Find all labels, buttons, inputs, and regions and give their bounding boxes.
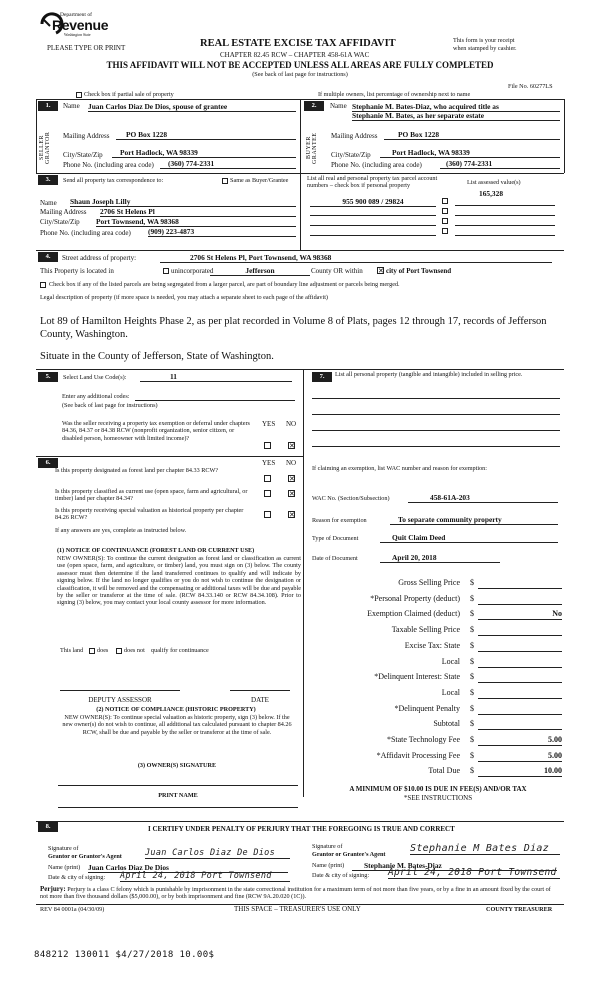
historic-yes-checkbox[interactable] xyxy=(264,511,271,518)
multiple-owners-note: If multiple owners, list percentage of ownership next to name xyxy=(318,91,471,98)
fee-label: *Personal Property (deduct) xyxy=(370,594,460,603)
street-address-label: Street address of property: xyxy=(62,254,137,262)
document-date: April 20, 2018 xyxy=(380,553,500,563)
sec6-yes-header: YES xyxy=(262,459,276,467)
taxpayer-mailing: 2706 St Helens Pl xyxy=(100,207,296,217)
taxpayer-name: Shaun Joseph Lilly xyxy=(70,197,296,207)
receipt-note-2: when stamped by cashier. xyxy=(453,45,517,52)
grantee-date-city[interactable]: April 24, 2018 Port Townsend xyxy=(388,867,560,879)
grantee-sig-label: Signature of xyxy=(312,843,343,850)
buyer-city-label: City/State/Zip xyxy=(331,151,371,159)
fee-row xyxy=(312,578,564,590)
notice-continuance-body: NEW OWNER(S): To continue the current designation as forest land or classification as current use (open space, farm, and agriculture, or timber) land, you must sign on (3) below. The county assessor must then determine if the land transferred continues to qualify and will indicate by signing below. If the land no longer qualifies or you do not wish to continue the designation or classification, it will be removed and the compensating or additional taxes will be due and payable by the seller or transferor at the time of sale. (RCW 84.33.140 or RCW 84.34.108). Prior to signing (3) below, you may contact your local county assessor for more information. xyxy=(57,555,301,607)
fee-row xyxy=(312,609,564,621)
this-land-label: This land xyxy=(60,647,84,654)
unincorporated-label: unincorporated xyxy=(171,267,214,275)
reason-label: Reason for exemption xyxy=(312,517,367,524)
grantor-agent-label: Grantor or Grantor's Agent xyxy=(48,853,122,860)
fee-label: *Delinquent Penalty xyxy=(394,704,460,713)
fee-currency: $ xyxy=(470,688,474,697)
fee-row xyxy=(312,625,564,637)
additional-codes-label: Enter any additional codes: xyxy=(62,393,130,400)
grantor-date-city[interactable]: April 24, 2018 Port Townsend xyxy=(120,871,290,882)
form-chapters: CHAPTER 82.45 RCW – CHAPTER 458-61A WAC xyxy=(220,51,370,59)
owner-signature-label: (3) OWNER(S) SIGNATURE xyxy=(137,762,217,769)
fee-currency: $ xyxy=(470,594,474,603)
land-does-label: does xyxy=(97,647,109,654)
legal-description: Lot 89 of Hamilton Heights Phase 2, as per plat recorded in Volume 8 of Plats, pages 12 through 17, records of Jefferson County, Washington. xyxy=(40,316,547,340)
fee-label: Local xyxy=(441,657,460,666)
seller-name: Juan Carlos Diaz De Dios, spouse of grantee xyxy=(88,102,296,112)
grantor-printed-name: Juan Carlos Diaz De Dios xyxy=(88,863,288,873)
fee-currency: $ xyxy=(470,578,474,587)
fee-value: 5.00 xyxy=(478,735,562,746)
county-or-within: County OR within xyxy=(311,267,363,275)
notice-compliance-title: (2) NOTICE OF COMPLIANCE (HISTORIC PROPERTY) xyxy=(96,706,256,713)
receipt-note-1: This form is your receipt xyxy=(453,37,515,44)
exemption-yes-checkbox[interactable] xyxy=(264,442,271,449)
county-treasurer-label: COUNTY TREASURER xyxy=(486,906,553,913)
sec5-yes-header: YES xyxy=(262,420,276,428)
fee-row xyxy=(312,704,564,716)
current-use-yes-checkbox[interactable] xyxy=(264,490,271,497)
exemption-question: Was the seller receiving a property tax exemption or deferral under chapters 84.36, 84.37 or 84.38 RCW (nonprofit organization, senior citizen, or disabled person, homeowner with limited income)? xyxy=(62,420,250,442)
exemption-no-checkbox[interactable]: ✕ xyxy=(289,442,295,450)
exemption-claim-label: If claiming an exemption, list WAC number and reason for exemption: xyxy=(312,465,487,472)
seller-phone-label: Phone No. (including area code) xyxy=(63,161,154,169)
fee-currency: $ xyxy=(470,657,474,666)
fee-value xyxy=(478,578,562,589)
grantee-agent-label: Grantor or Grantee's Agent xyxy=(312,851,386,858)
unincorporated-checkbox[interactable] xyxy=(163,268,169,274)
fee-value xyxy=(478,672,562,683)
taxpayer-phone-label: Phone No. (including area code) xyxy=(40,229,131,237)
legal-situate: Situate in the County of Jefferson, State of Washington. xyxy=(40,351,274,362)
fee-currency: $ xyxy=(470,672,474,681)
same-as-buyer-label: Same as Buyer/Grantee xyxy=(230,177,289,184)
city-of-label: city of Port Townsend xyxy=(386,267,452,275)
fee-row xyxy=(312,594,564,606)
taxpayer-name-label: Name xyxy=(40,199,57,207)
section-7-number: 7. xyxy=(312,372,332,382)
certify-statement: I CERTIFY UNDER PENALTY OF PERJURY THAT THE FOREGOING IS TRUE AND CORRECT xyxy=(148,825,455,833)
fee-value xyxy=(478,688,562,699)
dept-state: Washington State xyxy=(64,33,91,37)
segregated-checkbox[interactable] xyxy=(40,282,46,288)
partial-sale-checkbox[interactable] xyxy=(76,92,82,98)
current-use-question: Is this property classified as current use (open space, farm and agricultural, or timber) land per chapter 84.34? xyxy=(55,488,248,503)
partial-sale-label: Check box if partial sale of property xyxy=(84,91,174,98)
fee-label: Subtotal xyxy=(433,719,460,728)
grantor-date-label: Date & city of signing: xyxy=(48,874,106,881)
assessor-date-label: DATE xyxy=(251,696,269,704)
taxpayer-city: Port Townsend, WA 98368 xyxy=(96,217,296,227)
located-in-label: This Property is located in xyxy=(40,267,114,275)
section-6-number: 6. xyxy=(38,458,58,468)
parcel-2-personal-checkbox[interactable] xyxy=(442,208,448,214)
seller-mailing-label: Mailing Address xyxy=(63,132,110,140)
buyer-name-1: Stephanie M. Bates-Diaz, who acquired title as xyxy=(352,102,560,112)
fee-label: Total Due xyxy=(428,766,460,775)
grantor-sig-label: Signature of xyxy=(48,845,79,852)
section-4-number: 4. xyxy=(38,252,58,262)
fee-label: Gross Selling Price xyxy=(398,578,460,587)
parcel-4-personal-checkbox[interactable] xyxy=(442,228,448,234)
fee-row xyxy=(312,766,564,778)
taxpayer-city-label: City/State/Zip xyxy=(40,218,80,226)
fee-label: *State Technology Fee xyxy=(386,735,460,744)
fee-row xyxy=(312,719,564,731)
doc-date-label: Date of Document xyxy=(312,555,358,562)
fee-value xyxy=(478,594,562,605)
file-number: File No. 60277LS xyxy=(508,83,553,90)
send-correspondence-label: Send all property tax correspondence to: xyxy=(63,177,164,184)
buyer-phone-label: Phone No. (including area code) xyxy=(331,161,422,169)
buyer-name-2: Stephanie M. Bates, as her separate estate xyxy=(352,111,560,121)
section-3-number: 3. xyxy=(38,175,58,185)
grantee-printed-name: Stephanie M. Bates-Diaz xyxy=(352,861,557,871)
forest-yes-checkbox[interactable] xyxy=(264,475,271,482)
deputy-assessor-label: DEPUTY ASSESSOR xyxy=(88,696,152,704)
legal-description-label: Legal description of property (if more space is needed, you may attach a separate sheet to each page of the affidavit) xyxy=(40,294,328,301)
segregated-label: Check box if any of the listed parcels are being segregated from a larger parcel, are part of boundary line adjustment or parcels being merged. xyxy=(49,281,400,288)
minimum-fee-note: A MINIMUM OF $10.00 IS DUE IN FEE(S) AND/OR TAX xyxy=(349,785,527,793)
fee-currency: $ xyxy=(470,704,474,713)
section-2-number: 2. xyxy=(304,101,324,111)
see-instructions-note: *SEE INSTRUCTIONS xyxy=(403,794,473,802)
dept-main: Revenue xyxy=(52,17,109,33)
fee-currency: $ xyxy=(470,641,474,650)
fee-value: No xyxy=(478,609,562,620)
taxpayer-mailing-label: Mailing Address xyxy=(40,208,87,216)
fee-value: 10.00 xyxy=(478,766,562,777)
fee-label: Taxable Selling Price xyxy=(391,625,460,634)
form-warning: THIS AFFIDAVIT WILL NOT BE ACCEPTED UNLESS ALL AREAS ARE FULLY COMPLETED xyxy=(106,60,494,70)
fee-label: Local xyxy=(441,688,460,697)
please-type: PLEASE TYPE OR PRINT xyxy=(47,44,126,52)
fee-currency: $ xyxy=(470,609,474,618)
perjury-text: Perjury is a class C felony which is punishable by imprisonment in the state correctional institution for a maximum term of not more than five years, or by a fine in an amount fixed by the court of not more than five thousand dollars ($5,000.00), or by both imprisonment and fine (RCW 9A.20.020 (1C)). xyxy=(40,886,551,901)
land-use-see-back: (See back of last page for instructions) xyxy=(62,402,158,409)
forest-land-question: Is this property designated as forest land per chapter 84.33 RCW? xyxy=(55,467,219,474)
land-use-code: 11 xyxy=(140,372,292,382)
seller-city: Port Hadlock, WA 98339 xyxy=(112,148,296,158)
notice-continuance-title: (1) NOTICE OF CONTINUANCE (FOREST LAND OR CURRENT USE) xyxy=(57,547,255,554)
historic-question: Is this property receiving special valuation as historical property per chapter 84.26 RCW? xyxy=(55,507,244,522)
land-does-checkbox[interactable] xyxy=(89,648,95,654)
taxpayer-phone: (909) 223-4873 xyxy=(148,227,296,237)
revision-code: REV 84 0001a (04/30/09) xyxy=(40,906,105,913)
fee-currency: $ xyxy=(470,766,474,775)
buyer-name-label: Name xyxy=(330,102,347,110)
exemption-reason: To separate community property xyxy=(390,515,558,525)
wac-number: 458-61A-203 xyxy=(408,493,558,503)
doc-type-label: Type of Document xyxy=(312,535,359,542)
fee-label: *Affidavit Processing Fee xyxy=(376,751,460,760)
seller-city-label: City/State/Zip xyxy=(63,151,103,159)
fee-value: 5.00 xyxy=(478,751,562,762)
if-yes-note: If any answers are yes, complete as instructed below. xyxy=(55,527,187,534)
seller-mailing: PO Box 1228 xyxy=(116,130,296,140)
assessed-value: 165,328 xyxy=(479,189,504,198)
document-type: Quit Claim Deed xyxy=(380,533,558,543)
grantee-signature[interactable]: Stephanie M Bates Diaz xyxy=(410,843,560,855)
fee-row xyxy=(312,735,564,747)
within-city-checkbox[interactable]: ✕ xyxy=(378,267,384,275)
grantor-name-label: Name (print) xyxy=(48,864,81,871)
fee-label: Excise Tax: State xyxy=(404,641,460,650)
buyer-city: Port Hadlock, WA 98339 xyxy=(380,148,560,158)
fee-currency: $ xyxy=(470,735,474,744)
seller-phone: (360) 774-2331 xyxy=(160,159,296,169)
dept-top: Department of xyxy=(60,12,92,18)
see-back: (See back of last page for instructions) xyxy=(252,71,348,78)
fee-row xyxy=(312,672,564,684)
fee-row xyxy=(312,641,564,653)
fee-value xyxy=(478,657,562,668)
fee-value xyxy=(478,719,562,730)
fee-row xyxy=(312,751,564,763)
fee-value xyxy=(478,704,562,715)
section-1-number: 1. xyxy=(38,101,58,111)
form-title: REAL ESTATE EXCISE TAX AFFIDAVIT xyxy=(200,38,396,49)
buyer-mailing: PO Box 1228 xyxy=(384,130,560,140)
forest-no-checkbox[interactable]: ✕ xyxy=(289,475,295,483)
parcel-3-personal-checkbox[interactable] xyxy=(442,218,448,224)
fee-row xyxy=(312,657,564,669)
historic-no-checkbox[interactable]: ✕ xyxy=(289,511,295,519)
perjury-label: Perjury: xyxy=(40,885,66,893)
section-8-number: 8. xyxy=(38,822,58,832)
fee-label: *Delinquent Interest: State xyxy=(374,672,460,681)
grantee-name-label: Name (print) xyxy=(312,862,345,869)
qualify-label: qualify for continuance xyxy=(151,647,209,654)
fee-label: Exemption Claimed (deduct) xyxy=(367,609,460,618)
fee-value xyxy=(478,625,562,636)
assessed-header: List assessed value(s) xyxy=(467,179,521,186)
parcel-header: List all real and personal property tax parcel account numbers – check box if personal property xyxy=(307,175,438,190)
buyer-mailing-label: Mailing Address xyxy=(331,132,378,140)
sec5-no-header: NO xyxy=(286,420,297,428)
fee-currency: $ xyxy=(470,751,474,760)
section-5-number: 5. xyxy=(38,372,58,382)
land-does-not-checkbox[interactable] xyxy=(116,648,122,654)
fee-currency: $ xyxy=(470,719,474,728)
fee-row xyxy=(312,688,564,700)
sec6-no-header: NO xyxy=(286,459,297,467)
treasurer-use-label: THIS SPACE – TREASURER'S USE ONLY xyxy=(234,905,361,913)
parcel-1-personal-checkbox[interactable] xyxy=(442,198,448,204)
buyer-grantee-label: BUYER GRANTEE xyxy=(306,132,318,164)
buyer-phone: (360) 774-2331 xyxy=(440,159,560,169)
parcel-number: 955 900 089 / 29824 xyxy=(310,197,436,207)
cashier-stamp: 848212 130011 $4/27/2018 10.00$ xyxy=(34,950,215,960)
grantor-signature[interactable]: Juan Carlos Diaz De Dios xyxy=(145,848,290,859)
perjury-note xyxy=(40,886,560,901)
land-does-not-label: does not xyxy=(124,647,145,654)
land-use-label: Select Land Use Code(s): xyxy=(63,374,127,381)
fee-currency: $ xyxy=(470,625,474,634)
print-name-label: PRINT NAME xyxy=(158,792,198,799)
seller-grantor-label: SELLER GRANTOR xyxy=(39,131,51,165)
same-as-buyer-checkbox[interactable] xyxy=(222,178,228,184)
wac-label: WAC No. (Section/Subsection) xyxy=(312,495,390,502)
personal-property-label: List all personal property (tangible and intangible) included in selling price. xyxy=(335,371,523,378)
street-address: 2706 St Helens Pl, Port Townsend, WA 98368 xyxy=(160,253,552,263)
current-use-no-checkbox[interactable]: ✕ xyxy=(289,490,295,498)
county-name: Jefferson xyxy=(210,266,310,276)
seller-name-label: Name xyxy=(63,102,80,110)
grantee-date-label: Date & city of signing: xyxy=(312,872,370,879)
fee-value xyxy=(478,641,562,652)
notice-compliance-body: NEW OWNER(S): To continue special valuation as historic property, sign (3) below. If the new owner(s) do not wish to continue, all additional tax calculated pursuant to chapter 84.26 RCW, shall be due and payable by the seller or transferor at the time of sale. xyxy=(62,714,292,736)
